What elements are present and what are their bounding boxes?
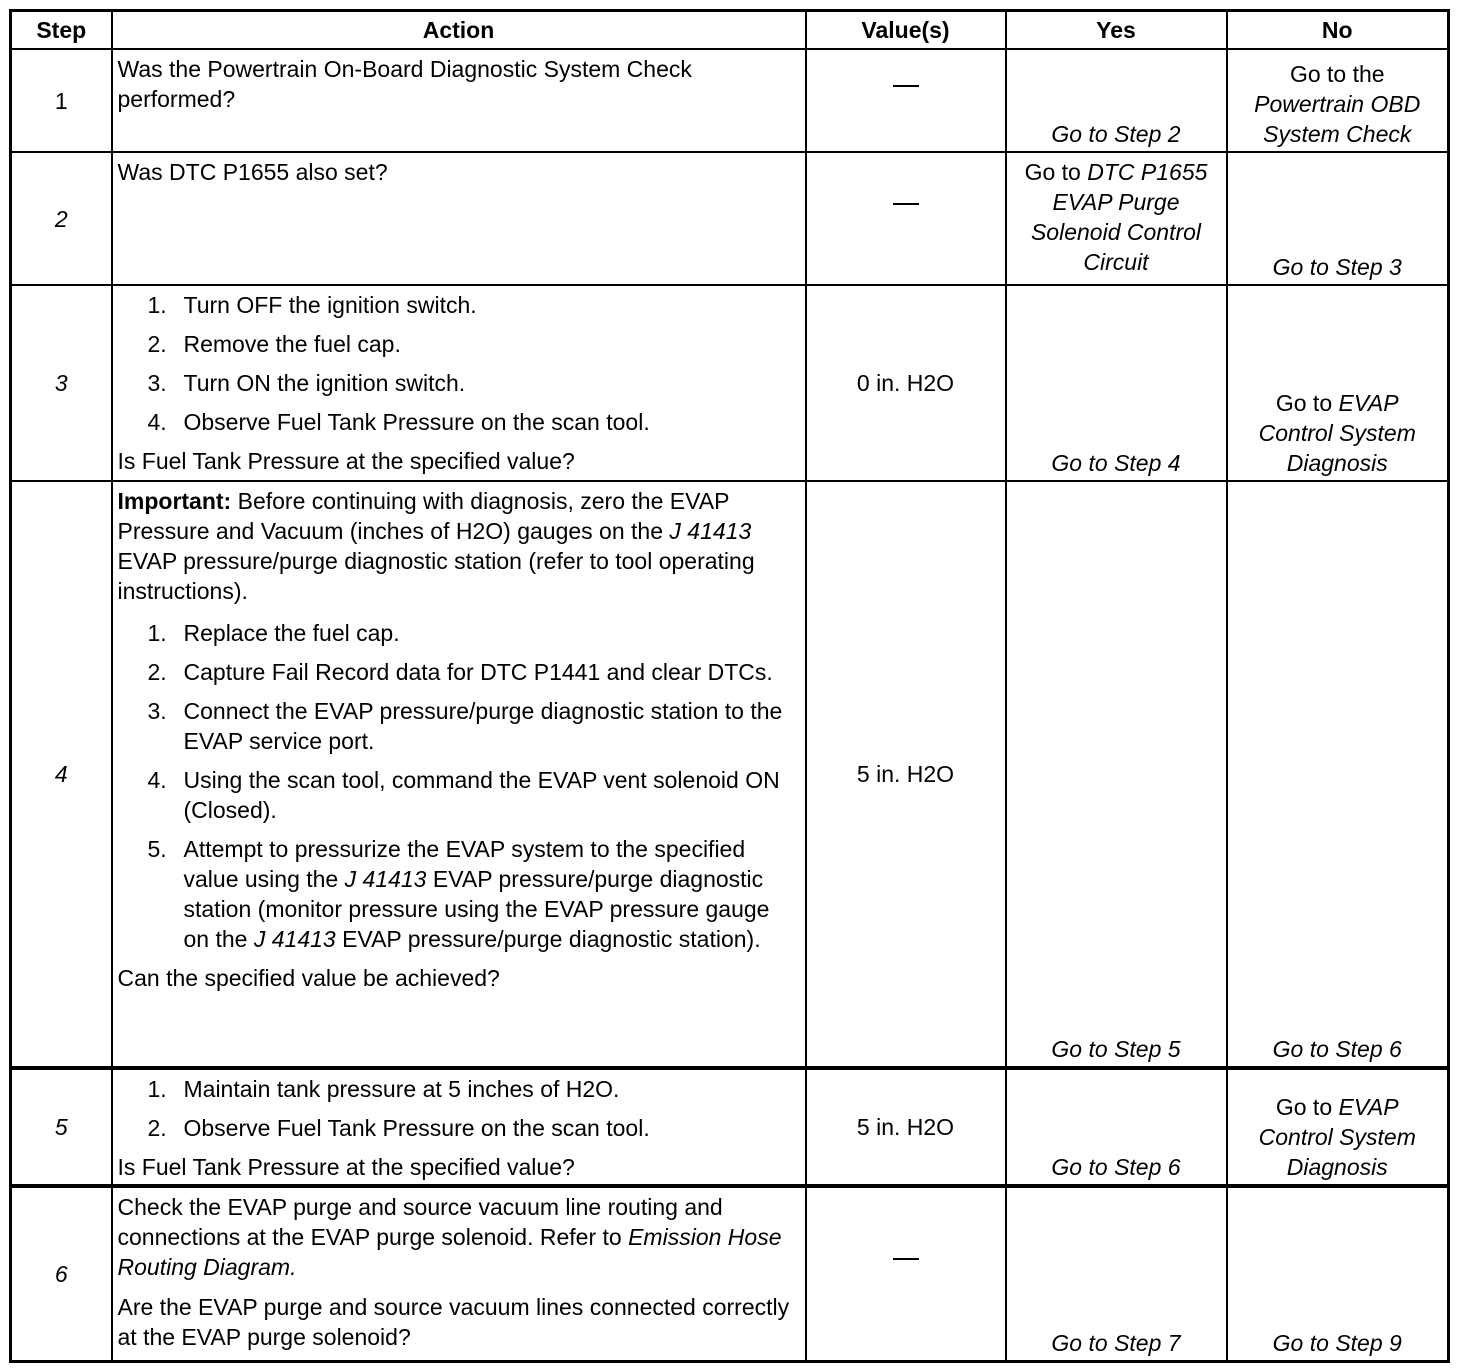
yes-ref: DTC P1655 (1087, 159, 1208, 185)
no-cell (1227, 285, 1449, 481)
no-line: Control System (1258, 1124, 1416, 1150)
step-number: 1 (11, 49, 112, 152)
step-number: 5 (11, 1068, 112, 1186)
action-cell (112, 1186, 806, 1361)
step-number: 6 (11, 1186, 112, 1361)
yes-line (1012, 157, 1221, 187)
action-cell (112, 152, 806, 285)
table-row (11, 1186, 1449, 1361)
yes-cell (1006, 152, 1227, 285)
tool-ref: J 41413 (669, 518, 752, 544)
action-list (118, 618, 800, 954)
header-step: Step (11, 11, 112, 50)
no-line: Diagnosis (1286, 1154, 1388, 1180)
value-cell: 5 in. H2O (806, 481, 1006, 1068)
table-row (11, 285, 1449, 481)
value-cell (806, 1186, 1006, 1361)
step-number: 3 (11, 285, 112, 481)
value-cell: 0 in. H2O (806, 285, 1006, 481)
action-cell (112, 481, 806, 1068)
no-cell (1227, 1068, 1449, 1186)
list-item: 4. Observe Fuel Tank Pressure on the scan tool. (147, 409, 650, 435)
no-line (1233, 1092, 1443, 1122)
action-text: Was the Powertrain On-Board Diagnostic System Check performed? (117, 56, 692, 112)
no-cell: Go to Step 9 (1227, 1186, 1449, 1361)
table-row (11, 49, 1449, 152)
action-question: Are the EVAP purge and source vacuum lines connected correctly at the EVAP purge solenoid? (117, 1294, 790, 1350)
no-prefix: Go to (1275, 1094, 1339, 1120)
no-line: Powertrain OBD (1254, 91, 1421, 117)
value-dash (893, 85, 919, 117)
no-cell: Go to Step 6 (1227, 481, 1449, 1068)
diagnostic-table (9, 9, 1450, 1363)
value-dash (893, 203, 919, 235)
yes-line: Solenoid Control (1030, 219, 1202, 245)
list-item: 5. Attempt to pressurize the EVAP system to the specified value using the J 41413 EVAP pressure/purge diagnostic station (monitor pressure using the EVAP pressure gauge on the J 41413 EVAP pressure/purge diagnostic station). (147, 836, 770, 952)
header-yes: Yes (1006, 11, 1227, 50)
no-line (1233, 388, 1443, 418)
action-cell (112, 1068, 806, 1186)
yes-line: EVAP Purge (1052, 189, 1180, 215)
list-item: 2. Remove the fuel cap. (147, 331, 401, 357)
step-number: 4 (11, 481, 112, 1068)
action-question: Is Fuel Tank Pressure at the specified value? (117, 448, 575, 474)
header-action: Action (112, 11, 806, 50)
yes-cell: Go to Step 2 (1006, 49, 1227, 152)
no-prefix: Go to (1275, 390, 1339, 416)
value-dash (893, 1258, 919, 1290)
action-list (118, 1074, 800, 1143)
value-cell (806, 152, 1006, 285)
no-ref: EVAP (1338, 390, 1399, 416)
no-cell: Go to Step 3 (1227, 152, 1449, 285)
no-line: Go to the (1289, 61, 1385, 87)
no-line: Control System (1258, 420, 1416, 446)
list-item: 1. Replace the fuel cap. (147, 620, 400, 646)
header-values: Value(s) (806, 11, 1006, 50)
list-item: 1. Maintain tank pressure at 5 inches of H2O. (147, 1076, 620, 1102)
action-cell (112, 49, 806, 152)
table-row (11, 1068, 1449, 1186)
list-item: 3. Turn ON the ignition switch. (147, 370, 466, 396)
action-question: Is Fuel Tank Pressure at the specified value? (117, 1154, 575, 1180)
value-cell: 5 in. H2O (806, 1068, 1006, 1186)
no-ref: EVAP (1338, 1094, 1399, 1120)
important-label: Important: (117, 488, 232, 514)
list-item: 1. Turn OFF the ignition switch. (147, 292, 477, 318)
yes-line: Circuit (1083, 249, 1149, 275)
no-line: System Check (1263, 121, 1412, 147)
action-question: Can the specified value be achieved? (117, 965, 500, 991)
tool-ref: J 41413 (344, 866, 427, 892)
list-item: 4. Using the scan tool, command the EVAP vent solenoid ON (Closed). (147, 767, 780, 823)
action-text: Check the EVAP purge and source vacuum line routing and connections at the EVAP purge solenoid. Refer to Emission Hose Routing Diagram. (117, 1194, 782, 1280)
yes-cell: Go to Step 7 (1006, 1186, 1227, 1361)
value-cell (806, 49, 1006, 152)
step-number: 2 (11, 152, 112, 285)
tool-ref: J 41413 (253, 926, 336, 952)
diagram-ref: Emission Hose Routing Diagram. (117, 1224, 782, 1280)
header-no: No (1227, 11, 1449, 50)
important-note: Important: Before continuing with diagnosis, zero the EVAP Pressure and Vacuum (inches of H2O) gauges on the J 41413 EVAP pressure/purge diagnostic station (refer to tool operating instructions). (117, 488, 755, 604)
header-row (11, 11, 1449, 50)
action-cell (112, 285, 806, 481)
action-list (118, 290, 800, 437)
yes-prefix: Go to (1024, 159, 1088, 185)
no-line: Diagnosis (1286, 450, 1388, 476)
list-item: 2. Capture Fail Record data for DTC P1441 and clear DTCs. (147, 659, 773, 685)
table-row (11, 481, 1449, 1068)
no-cell (1227, 49, 1449, 152)
yes-cell: Go to Step 5 (1006, 481, 1227, 1068)
list-item: 2. Observe Fuel Tank Pressure on the scan tool. (147, 1115, 650, 1141)
action-text: Was DTC P1655 also set? (117, 159, 388, 185)
list-item: 3. Connect the EVAP pressure/purge diagnostic station to the EVAP service port. (147, 698, 783, 754)
yes-cell: Go to Step 4 (1006, 285, 1227, 481)
table-row (11, 152, 1449, 285)
yes-cell: Go to Step 6 (1006, 1068, 1227, 1186)
